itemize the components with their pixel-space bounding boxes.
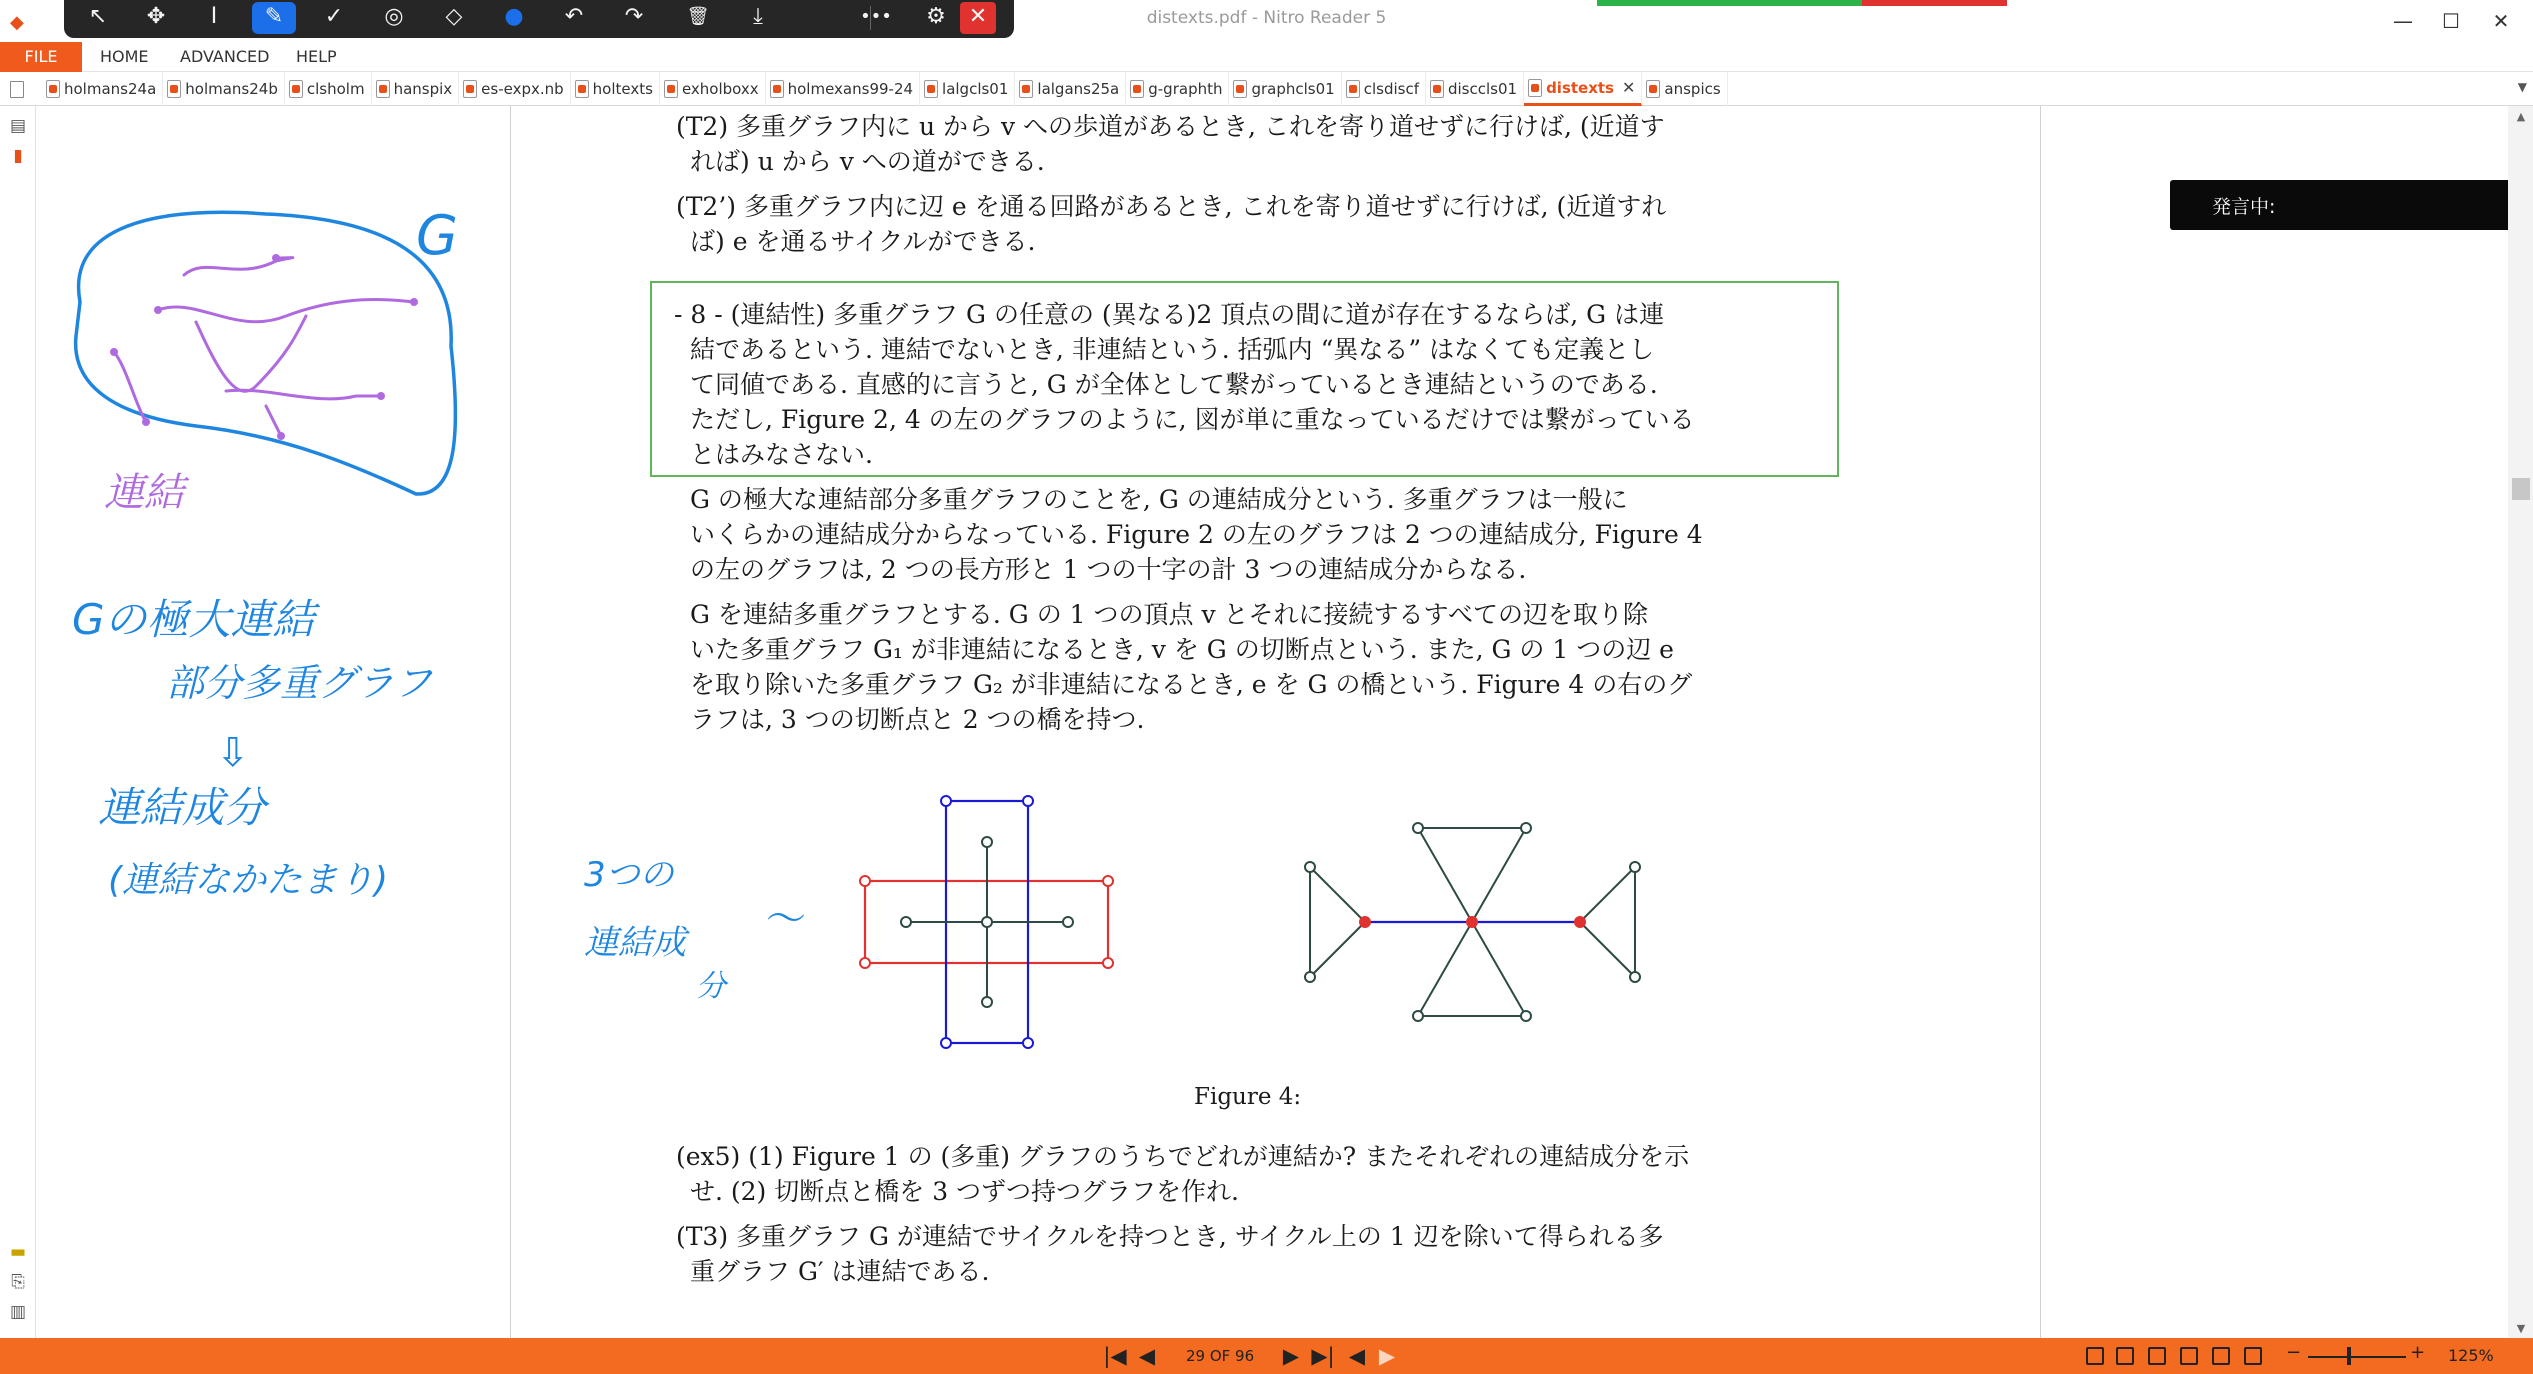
doc-line-p1-2: いくらかの連結成分からなっている. Figure 2 の左のグラフは 2 つの連結成分, Figure 4 <box>690 520 1703 549</box>
download-icon[interactable]: ⤓ <box>753 4 763 29</box>
pdf-icon <box>289 80 303 98</box>
nitro-logo-icon: ◆ <box>10 12 24 33</box>
doc-line-p2-4: ラフは, 3 つの切断点と 2 つの橋を持つ. <box>690 705 1145 734</box>
annotation-dot <box>410 298 418 306</box>
doc-line-t2p-1: (T2’) 多重グラフ内に辺 e を通る回路があるとき, これを寄り道せずに行けば, (近道すれ <box>676 192 1667 221</box>
tab-distexts[interactable] <box>1524 72 1642 106</box>
tab-label: graphcls01 <box>1251 80 1335 98</box>
window-title: distexts.pdf - Nitro Reader 5 <box>1146 8 1387 28</box>
cut-vertex <box>1359 916 1371 928</box>
doc-line-def8-2: 結であるという. 連結でないとき, 非連結という. 括弧内 “異なる” はなくても定義とし <box>690 335 1655 364</box>
tab-label: distexts <box>1546 78 1614 97</box>
graph-vertex <box>1413 823 1423 833</box>
tab-anspics[interactable] <box>1642 72 1727 106</box>
graph-vertex <box>1103 958 1113 968</box>
graph-vertex <box>1630 972 1640 982</box>
bookmarks-icon[interactable]: ▮ <box>13 146 23 166</box>
text-cursor-icon[interactable]: I <box>210 4 218 29</box>
zoom-slider[interactable] <box>2308 1356 2406 1358</box>
hw-bun: 分 <box>696 969 726 1004</box>
tab-label: es-expx.nb <box>481 80 564 98</box>
fit-page-icon[interactable] <box>2244 1347 2262 1365</box>
tab-lalgcls01[interactable] <box>920 72 1015 106</box>
annotation-dot <box>277 432 285 440</box>
hw-renketsu-sei: 連結成 <box>584 923 686 963</box>
graph-vertex <box>1305 862 1315 872</box>
facing-continuous-view-icon[interactable] <box>2180 1347 2198 1365</box>
scroll-up-icon[interactable]: ▲ <box>2516 110 2526 123</box>
tab-hanspix[interactable] <box>372 72 460 106</box>
color-picker-icon[interactable]: ● <box>504 4 524 29</box>
previous-page-button[interactable]: ◀ <box>1138 1344 1156 1368</box>
vertical-scrollbar[interactable] <box>2508 106 2533 1338</box>
next-page-button[interactable]: ▶ <box>1282 1344 1300 1368</box>
tab-label: clsdiscf <box>1363 80 1419 98</box>
menu-advanced[interactable]: ADVANCED <box>180 47 270 66</box>
doc-line-t2p-2: ば) e を通るサイクルができる. <box>690 227 1036 256</box>
delete-icon[interactable]: 🗑 <box>686 6 710 27</box>
tab-label: clsholm <box>306 80 365 98</box>
last-page-button[interactable]: ▶| <box>1311 1344 1335 1368</box>
page-thumbnails-icon[interactable]: ▤ <box>9 116 27 136</box>
redo-icon[interactable]: ↷ <box>624 4 644 29</box>
hw-seibun: 連結成分 <box>98 783 267 832</box>
zoom-out-button[interactable]: − <box>2286 1342 2302 1363</box>
hw-arrow: ⇩ <box>216 730 250 776</box>
pdf-icon <box>463 80 477 98</box>
single-page-view-icon[interactable] <box>2086 1347 2104 1365</box>
graph-vertex <box>901 917 911 927</box>
figure-4-graphs <box>840 780 1660 1060</box>
annotation-dot <box>377 392 385 400</box>
tab-disccls01[interactable] <box>1426 72 1524 106</box>
graph-vertex <box>860 958 870 968</box>
maximize-button[interactable]: ☐ <box>2442 9 2460 33</box>
doc-line-t3-2: 重グラフ G′ は連結である. <box>690 1257 990 1286</box>
more-icon[interactable]: ••• <box>860 6 892 27</box>
graph-vertex <box>1630 862 1640 872</box>
tab-es-expx[interactable] <box>459 72 571 106</box>
doc-line-def8-3: て同値である. 直感的に言うと, G が全体として繋がっているとき連結というのである. <box>690 370 1658 399</box>
minimize-button[interactable]: — <box>2393 9 2413 33</box>
tab-label: lalgcls01 <box>942 80 1009 98</box>
back-view-button[interactable]: ◀ <box>1348 1344 1366 1368</box>
tab-graphcls01[interactable] <box>1229 72 1341 106</box>
graph-vertex <box>1023 796 1033 806</box>
pdf-icon <box>1646 80 1660 98</box>
scroll-down-icon[interactable]: ▼ <box>2516 1322 2526 1335</box>
annotation-dot <box>110 348 118 356</box>
status-bar <box>0 1338 2533 1374</box>
graph-vertex <box>1023 1038 1033 1048</box>
graph-vertex <box>1521 1011 1531 1021</box>
scrollbar-thumb[interactable] <box>2512 478 2530 500</box>
doc-line-def8-1: - 8 - (連結性) 多重グラフ G の任意の (異なる)2 頂点の間に道が存在するならば, G は連 <box>674 300 1665 329</box>
left-sidebar <box>0 106 36 1338</box>
doc-line-t2-1: (T2) 多重グラフ内に u から v への歩道があるとき, これを寄り道せずに行けば, (近道す <box>676 112 1665 141</box>
tab-list-chevron-icon[interactable]: ▼ <box>2517 80 2527 94</box>
check-icon[interactable]: ✓ <box>324 4 344 29</box>
pdf-icon <box>1233 80 1247 98</box>
tab-close-icon[interactable]: ✕ <box>1622 78 1636 97</box>
doc-line-p1-1: G の極大な連結部分多重グラフのことを, G の連結成分という. 多重グラフは一般に <box>690 485 1628 514</box>
blob-annotation <box>76 212 456 494</box>
page-icon[interactable] <box>10 81 24 98</box>
page-number-indicator[interactable]: 29 OF 96 <box>1186 1347 1255 1365</box>
first-page-button[interactable]: |◀ <box>1103 1344 1127 1368</box>
pen-toolbar <box>64 0 1014 38</box>
hw-bubun: 部分多重グラフ <box>166 661 433 705</box>
tab-label: holmexans99-24 <box>787 80 914 98</box>
status-indicator-red <box>1862 0 2007 6</box>
ribbon-menu <box>0 42 2533 72</box>
zoom-level[interactable]: 125% <box>2448 1346 2494 1365</box>
graph-vertex <box>1305 972 1315 982</box>
pdf-icon <box>1019 80 1033 98</box>
pan-icon[interactable]: ✥ <box>146 4 166 29</box>
graph-vertex <box>1413 1011 1423 1021</box>
graph-vertex <box>1063 917 1073 927</box>
pdf-icon <box>1346 80 1360 98</box>
fit-width-icon[interactable] <box>2212 1347 2230 1365</box>
close-toolbar-icon[interactable]: ✕ <box>960 2 996 34</box>
graph-vertex <box>982 997 992 1007</box>
pdf-icon <box>1430 80 1444 98</box>
graph-vertex <box>1103 876 1113 886</box>
figure-caption: Figure 4: <box>1194 1084 1302 1110</box>
doc-line-def8-5: とはみなさない. <box>690 440 873 469</box>
tab-label: hanspix <box>393 80 453 98</box>
pdf-icon <box>924 80 938 98</box>
forward-view-button[interactable]: ▶ <box>1378 1344 1396 1368</box>
tab-holmans24b[interactable] <box>163 72 285 106</box>
undo-icon[interactable]: ↶ <box>564 4 584 29</box>
menu-home[interactable]: HOME <box>100 47 149 66</box>
graph-vertex <box>941 1038 951 1048</box>
layers-icon[interactable]: ▥ <box>9 1302 27 1322</box>
tab-exholboxx[interactable] <box>660 72 766 106</box>
facing-view-icon[interactable] <box>2148 1347 2166 1365</box>
tab-clsdiscf[interactable] <box>1342 72 1426 106</box>
doc-line-t2-2: れば) u から v への道ができる. <box>690 147 1045 176</box>
tab-label: lalgans25a <box>1037 80 1120 98</box>
speaking-label: 発言中: <box>2212 196 2276 218</box>
zoom-in-button[interactable]: + <box>2410 1342 2426 1363</box>
doc-line-t3-1: (T3) 多重グラフ G が連結でサイクルを持つとき, サイクル上の 1 辺を除いて得られる多 <box>676 1222 1664 1251</box>
graph-vertex <box>860 876 870 886</box>
tab-label: anspics <box>1664 80 1721 98</box>
select-arrow-icon[interactable]: ↖ <box>88 4 108 29</box>
graph-vertex <box>941 796 951 806</box>
tab-label: g-graphth <box>1148 80 1223 98</box>
hw-renketsu: 連結 <box>104 470 184 516</box>
tab-holmans24a[interactable] <box>42 72 163 106</box>
cut-vertex <box>1466 916 1478 928</box>
annotation-dot <box>154 306 162 314</box>
pdf-icon <box>664 80 678 98</box>
pdf-icon <box>46 80 60 98</box>
tab-label: disccls01 <box>1447 80 1518 98</box>
attachments-icon[interactable]: ⎘ <box>11 1272 25 1292</box>
graph-vertex <box>982 917 992 927</box>
doc-line-p2-2: いた多重グラフ G₁ が非連結になるとき, v を G の切断点という. また, G の 1 つの辺 e <box>690 635 1674 664</box>
graph-vertex <box>982 837 992 847</box>
cut-vertex <box>1574 916 1586 928</box>
page-edge-right <box>2040 106 2041 1338</box>
menu-file[interactable]: FILE <box>0 42 82 72</box>
graph-vertex <box>1521 823 1531 833</box>
tab-label: holmans24a <box>64 80 157 98</box>
tab-clsholm[interactable] <box>285 72 372 106</box>
tab-label: holmans24b <box>185 80 278 98</box>
pdf-icon <box>167 80 181 98</box>
doc-line-ex5-1: (ex5) (1) Figure 1 の (多重) グラフのうちでどれが連結か? またそれぞれの連結成分を示 <box>676 1142 1690 1171</box>
eraser-icon[interactable]: ◇ <box>445 4 463 29</box>
tab-lalgans25a[interactable] <box>1015 72 1126 106</box>
pdf-icon <box>376 80 390 98</box>
speaking-overlay <box>2170 180 2512 230</box>
hw-katamari: (連結なかたまり) <box>108 860 389 901</box>
handwriting-layer[interactable] <box>36 106 836 1046</box>
settings-icon[interactable]: ⚙ <box>926 4 946 29</box>
tab-holmexans99-24[interactable] <box>766 72 920 106</box>
close-window-button[interactable]: ✕ <box>2492 9 2510 33</box>
pdf-icon <box>1528 79 1542 97</box>
tab-label: exholboxx <box>681 80 759 98</box>
doc-line-p2-1: G を連結多重グラフとする. G の 1 つの頂点 v とそれに接続するすべての辺を取り除 <box>690 600 1649 629</box>
pdf-icon <box>770 80 784 98</box>
doc-line-p1-3: の左のグラフは, 2 つの長方形と 1 つの十字の計 3 つの連結成分からなる. <box>690 555 1527 584</box>
continuous-view-icon[interactable] <box>2116 1347 2134 1365</box>
purple-scribbles <box>114 258 414 436</box>
comments-icon[interactable]: ▬ <box>9 1242 27 1262</box>
annotation-dot <box>142 418 150 426</box>
tab-label: holtexts <box>592 80 653 98</box>
hw-g-kyokudai: Gの極大連結 <box>72 595 315 644</box>
tab-g-graphth[interactable] <box>1126 72 1229 106</box>
doc-line-ex5-2: せ. (2) 切断点と橋を 3 つずつ持つグラフを作れ. <box>690 1177 1240 1206</box>
doc-line-p2-3: を取り除いた多重グラフ G₂ が非連結になるとき, e を G の橋という. Figure 4 の右のグ <box>690 670 1693 699</box>
pen-icon[interactable]: ✎ <box>252 2 296 34</box>
zoom-slider-thumb[interactable] <box>2347 1347 2351 1365</box>
tab-holtexts[interactable] <box>571 72 660 106</box>
doc-line-def8-4: ただし, Figure 2, 4 の左のグラフのように, 図が単に重なっているだけでは繋がっている <box>690 405 1695 434</box>
status-indicator-green <box>1597 0 1862 6</box>
pdf-icon <box>575 80 589 98</box>
touch-writing-icon[interactable]: ◎ <box>384 4 404 29</box>
pdf-icon <box>1130 80 1144 98</box>
hw-mittsu: 3つの <box>584 855 674 895</box>
menu-help[interactable]: HELP <box>296 47 337 66</box>
hw-g: G <box>416 204 458 267</box>
annotation-dot <box>272 254 280 262</box>
tab-bar <box>0 72 2533 106</box>
hw-tilde: 〜 <box>766 896 806 942</box>
